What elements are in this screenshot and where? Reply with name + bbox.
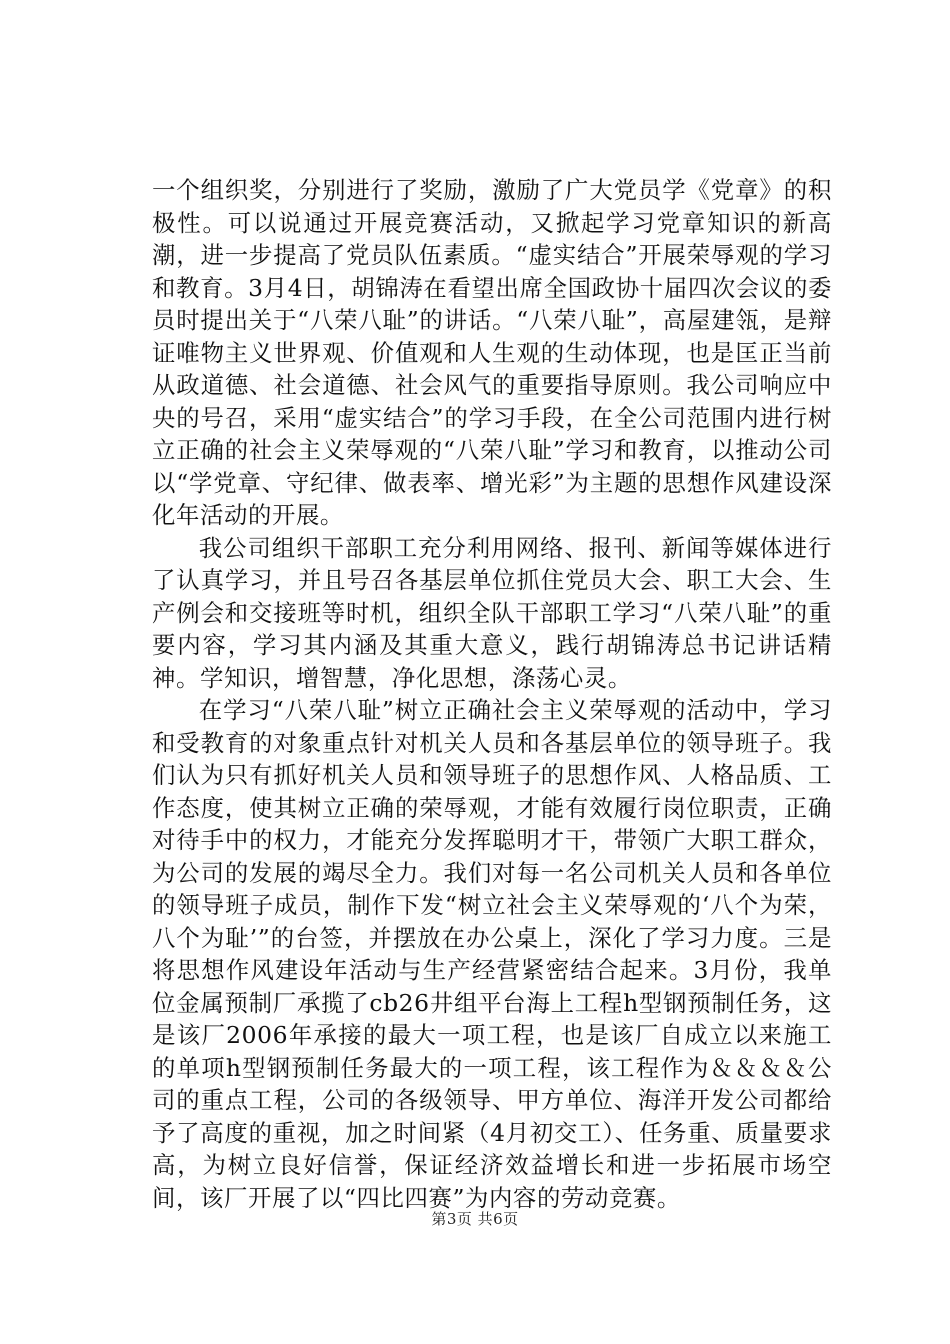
document-body	[152, 174, 832, 1214]
paragraph-2: 我公司组织干部职工充分利用网络、报刊、新闻等媒体进行了认真学习，并且号召各基层单位抓住党员大会、职工大会、生产例会和交接班等时机，组织全队干部职工学习“八荣八耻”的重要内容，学习其内涵及其重大意义，践行胡锦涛总书记讲话精神。学知识，增智慧，净化思想，涤荡心灵。	[152, 533, 832, 692]
page-number-footer: 第3页 共6页	[431, 1210, 519, 1228]
paragraph-1: 一个组织奖，分别进行了奖励，激励了广大党员学《党章》的积极性。可以说通过开展竞赛活动，又掀起学习党章知识的新高潮，进一步提高了党员队伍素质。“虚实结合”开展荣辱观的学习和教育。3月4日，胡锦涛在看望出席全国政协十届四次会议的委员时提出关于“八荣八耻”的讲话。“八荣八耻”，高屋建瓴，是辩证唯物主义世界观、价值观和人生观的生动体现，也是匡正当前从政道德、社会道德、社会风气的重要指导原则。我公司响应中央的号召，采用“虚实结合”的学习手段，在全公司范围内进行树立正确的社会主义荣辱观的“八荣八耻”学习和教育，以推动公司以“学党章、守纪律、做表率、增光彩”为主题的思想作风建设深化年活动的开展。	[152, 176, 832, 529]
paragraph-3: 在学习“八荣八耻”树立正确社会主义荣辱观的活动中，学习和受教育的对象重点针对机关人员和各基层单位的领导班子。我们认为只有抓好机关人员和领导班子的思想作风、人格品质、工作态度，使其树立正确的荣辱观，才能有效履行岗位职责，正确对待手中的权力，才能充分发挥聪明才干，带领广大职工群众，为公司的发展的竭尽全力。我们对每一名公司机关人员和各单位的领导班子成员，制作下发“树立社会主义荣辱观的‘八个为荣，八个为耻’”的台签，并摆放在办公桌上，深化了学习力度。三是将思想作风建设年活动与生产经营紧密结合起来。3月份，我单位金属预制厂承揽了cb26井组平台海上工程h型钢预制任务，这是该厂2006年承接的最大一项工程，也是该厂自成立以来施工的单项h型钢预制任务最大的一项工程，该工程作为＆＆＆＆公司的重点工程，公司的各级领导、甲方单位、海洋开发公司都给予了高度的重视，加之时间紧（4月初交工）、任务重、质量要求高，为树立良好信誉，保证经济效益增长和进一步拓展市场空间，该厂开展了以“四比四赛”为内容的劳动竞赛。	[152, 696, 832, 1212]
